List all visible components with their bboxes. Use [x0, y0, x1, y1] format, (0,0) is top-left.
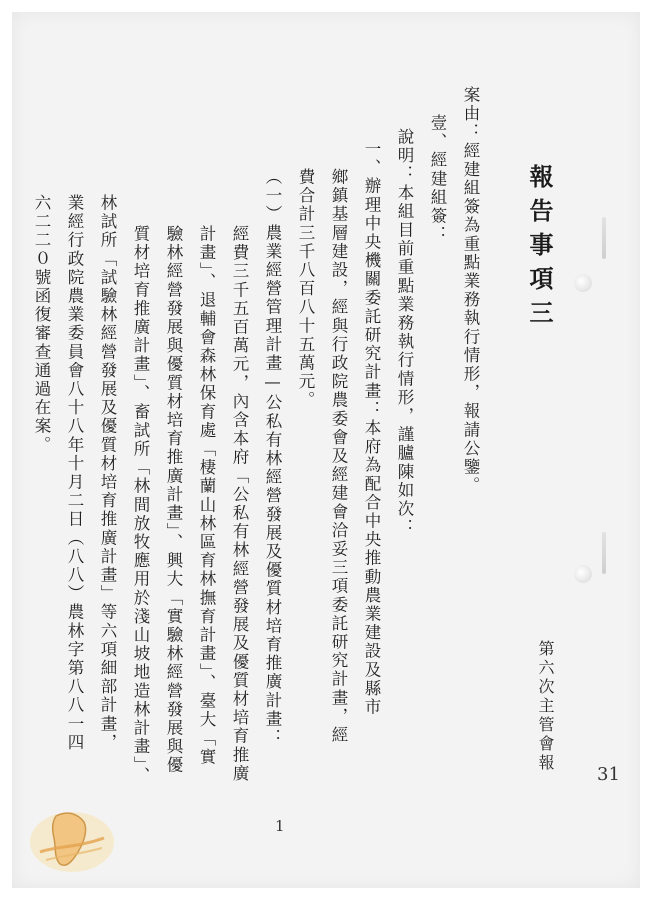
- text-column: 林試所「試驗林經營發展及優質材培育推廣計畫」等六項細部計畫，: [98, 194, 117, 752]
- text-column: 業經行政院農業委員會八十八年十月二日（八八）農林字第八八一四: [65, 194, 84, 752]
- document-title: 報告事項三: [525, 164, 554, 334]
- text-column: 質材培育推廣計畫」、畜試所「林間放牧應用於淺山坡地造林計畫」、: [131, 225, 150, 786]
- text-column: 說明：本組目前重點業務執行情形，謹臚陳如次：: [395, 128, 414, 538]
- binding-mark: [602, 217, 606, 259]
- punch-hole: [574, 274, 592, 292]
- punch-hole: [574, 565, 592, 583]
- text-column: 驗林經營發展與優質材培育推廣計畫」、興大「實驗林經營發展與優: [164, 225, 183, 775]
- page-number: 31: [597, 764, 620, 785]
- text-column: 壹、經建組簽：: [428, 114, 447, 245]
- footer-number: 1: [275, 817, 285, 835]
- text-column: 鄉鎮基層建設，經與行政院農委會及經建會洽妥三項委託研究計畫，經: [329, 168, 348, 745]
- meeting-label: 第六次主管會報: [536, 640, 555, 773]
- archive-logo-icon: [26, 802, 118, 876]
- document-page: [12, 12, 640, 888]
- text-column: （一）農業經營管理計畫—公私有林經營發展及優質材培育推廣計畫：: [263, 168, 282, 748]
- text-column: 六二二０號函復審查通過在案。: [32, 194, 51, 455]
- text-column: 一、辦理中央機關委託研究計畫：本府為配合中央推動農業建設及縣市: [362, 140, 381, 717]
- text-column: 計畫」、退輔會森林保育處「棲蘭山林區育林撫育計畫」、臺大「實: [197, 225, 216, 767]
- binding-mark: [602, 532, 606, 574]
- text-column: 經費三千五百萬元，內含本府「公私有林經營發展及優質材培育推廣: [230, 225, 249, 783]
- text-column: 案由：經建組簽為重點業務執行情形，報請公鑒。: [461, 86, 480, 496]
- text-column: 費合計三千八百八十五萬元。: [296, 168, 315, 410]
